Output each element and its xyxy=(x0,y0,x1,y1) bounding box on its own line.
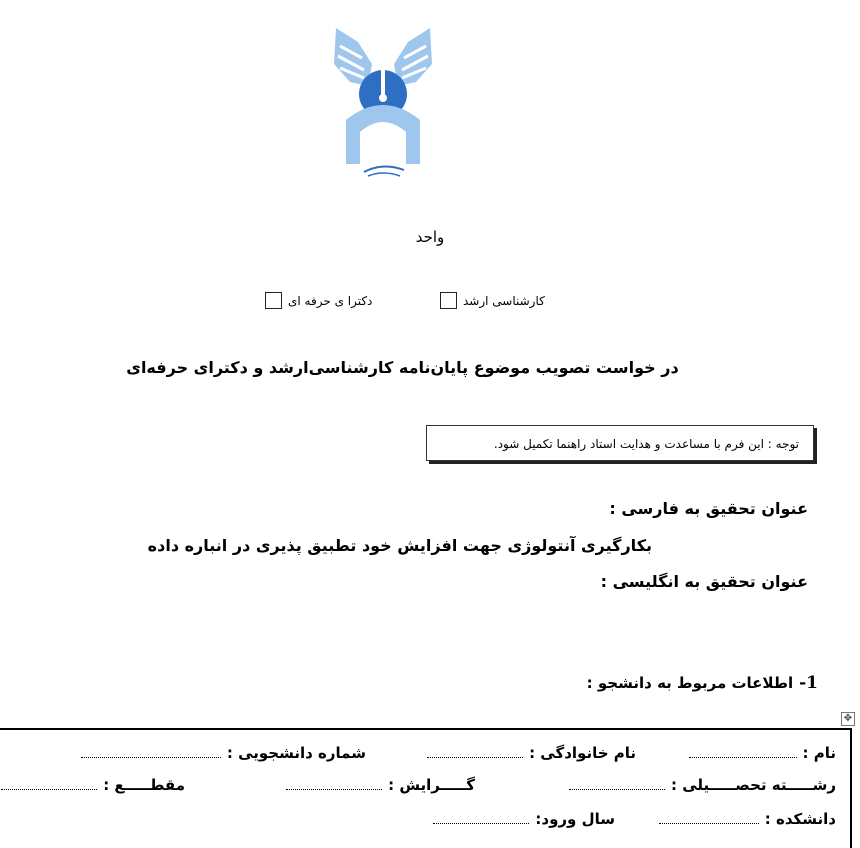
entry-year-blank[interactable] xyxy=(433,823,529,824)
entry-year-label: سال ورود: xyxy=(535,810,615,828)
last-name-blank[interactable] xyxy=(427,757,523,758)
note-box xyxy=(426,425,814,461)
university-emblem-icon xyxy=(328,24,438,182)
section-number: 1- xyxy=(799,673,818,693)
faculty-field[interactable] xyxy=(659,810,836,828)
english-title-label: عنوان تحقیق به انگلیسی : xyxy=(600,572,808,591)
field-of-study-field[interactable] xyxy=(569,776,836,794)
student-id-blank[interactable] xyxy=(81,757,221,758)
doctorate-label: دکترا ی حرفه ای xyxy=(288,293,373,308)
section-title: اطلاعات مربوط به دانشجو : xyxy=(586,674,794,692)
university-logo xyxy=(328,24,438,182)
faculty-label: دانشکده : xyxy=(764,810,836,828)
persian-title-label: عنوان تحقیق به فارسی : xyxy=(609,499,808,518)
form-title: در خواست تصویب موضوع پایان‌نامه کارشناسی‌ارشد و دکترای حرفه‌ای xyxy=(126,358,679,377)
section-1-heading xyxy=(587,673,818,693)
option-masters[interactable] xyxy=(440,292,545,309)
first-name-blank[interactable] xyxy=(689,757,797,758)
level-label: مقطـــــع : xyxy=(103,776,185,794)
orientation-blank[interactable] xyxy=(286,789,382,790)
faculty-blank[interactable] xyxy=(659,823,759,824)
first-name-field[interactable] xyxy=(689,744,836,762)
first-name-label: نام : xyxy=(802,744,836,762)
field-of-study-label: رشـــــته تحصـــــیلی : xyxy=(671,776,836,794)
doctorate-checkbox[interactable] xyxy=(265,292,282,309)
orientation-label: گـــــرایش : xyxy=(388,776,475,794)
last-name-field[interactable] xyxy=(427,744,636,762)
last-name-label: نام خانوادگی : xyxy=(529,744,636,762)
persian-title-value: بکارگیری آنتولوژی جهت افزایش خود تطبیق پذیری در انباره داده xyxy=(147,536,652,555)
orientation-field[interactable] xyxy=(286,776,475,794)
note-text: توجه : این فرم با مساعدت و هدایت استاد راهنما تکمیل شود. xyxy=(493,437,799,451)
entry-year-field[interactable] xyxy=(433,810,615,828)
student-info-table xyxy=(0,728,852,848)
field-of-study-blank[interactable] xyxy=(569,789,665,790)
level-field[interactable] xyxy=(1,776,185,794)
unit-label: واحد xyxy=(415,228,445,246)
student-id-field[interactable] xyxy=(81,744,366,762)
masters-label: کارشناسی ارشد xyxy=(463,293,545,308)
masters-checkbox[interactable] xyxy=(440,292,457,309)
student-id-label: شماره دانشجویی : xyxy=(226,744,366,762)
move-icon[interactable]: ✥ xyxy=(841,712,855,726)
option-professional-doctorate[interactable] xyxy=(265,292,372,309)
level-blank[interactable] xyxy=(1,789,97,790)
